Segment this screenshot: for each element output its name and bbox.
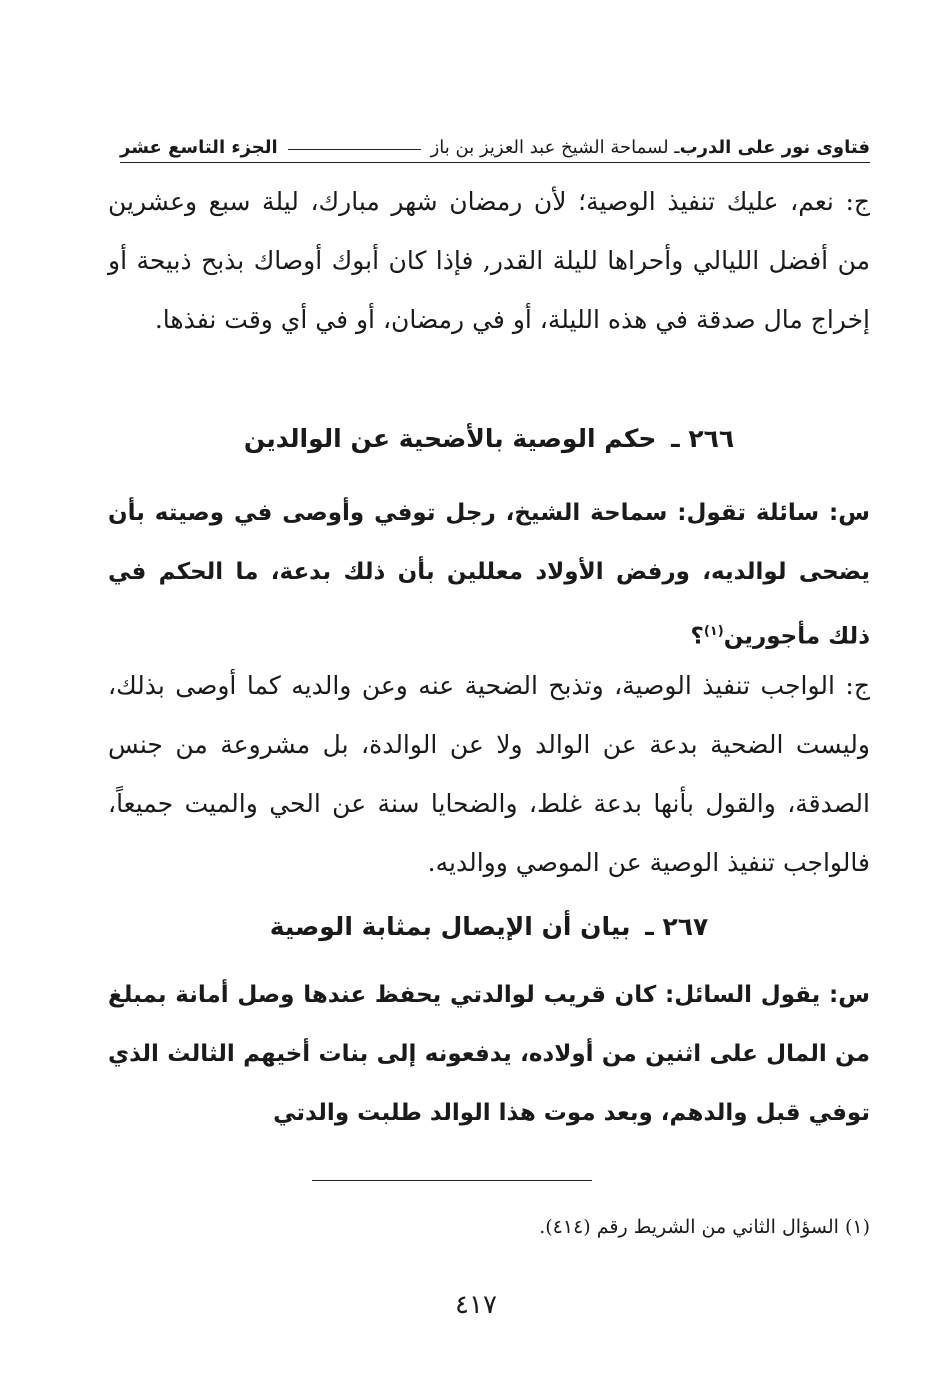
running-header — [120, 122, 870, 163]
header-book-title: فتاوى نور على الدرب — [679, 137, 870, 158]
fatwa-heading-267 — [108, 912, 870, 941]
answer-paragraph-continued: ج: نعم، عليك تنفيذ الوصية؛ لأن رمضان شهر مبارك، ليلة سبع وعشرين من أفضل الليالي وأحراها لليلة القدر, فإذا كان أبوك أوصاك بذبح ذبيحة أو إخراج مال صدقة في هذه الليلة، أو في رمضان، أو في أي وقت نفذها. — [108, 187, 870, 334]
question-mark: ؟ — [690, 623, 704, 650]
footnote: (١) السؤال الثاني من الشريط رقم (٤١٤). — [539, 1216, 870, 1238]
header-rule — [288, 149, 421, 150]
question-267: س: يقول السائل: كان قريب لوالدتي يحفظ عندها وصل أمانة بمبلغ من المال على اثنين من أولاده، يدفعونه إلى بنات أخيهم الثالث الذي توفي قبل والدهم، وبعد موت هذا الوالد طلبت والدتي — [108, 982, 870, 1126]
header-author: ـ لسماحة الشيخ عبد العزيز بن باز — [430, 137, 680, 158]
heading-number: ٢٦٧ ـ — [645, 912, 709, 941]
heading-number: ٢٦٦ ـ — [671, 424, 735, 453]
footnote-ref: (١) — [703, 624, 724, 639]
heading-title: حكم الوصية بالأضحية عن الوالدين — [243, 424, 657, 453]
fatwa-heading-266 — [108, 424, 870, 453]
question-text: س: سائلة تقول: سماحة الشيخ، رجل توفي وأوصى في وصيته بأن يضحى لوالديه، ورفض الأولاد معللين بأن ذلك بدعة، ما الحكم في ذلك مأجورين — [108, 500, 870, 650]
question-266 — [108, 484, 870, 667]
answer-266: ج: الواجب تنفيذ الوصية، وتذبح الضحية عنه وعن والديه كما أوصى بذلك، وليست الضحية بدعة عن الوالد ولا عن الوالدة، بل مشروعة من جنس الصدقة، والقول بأنها بدعة غلط، والضحايا سنة عن الحي والميت جميعاً، فالواجب تنفيذ الوصية عن الموصي ووالديه. — [108, 671, 870, 877]
header-part: الجزء التاسع عشر — [120, 137, 278, 158]
page-number: ٤١٧ — [455, 1290, 497, 1320]
heading-title: بيان أن الإيصال بمثابة الوصية — [269, 912, 631, 941]
footnote-divider — [312, 1180, 592, 1181]
